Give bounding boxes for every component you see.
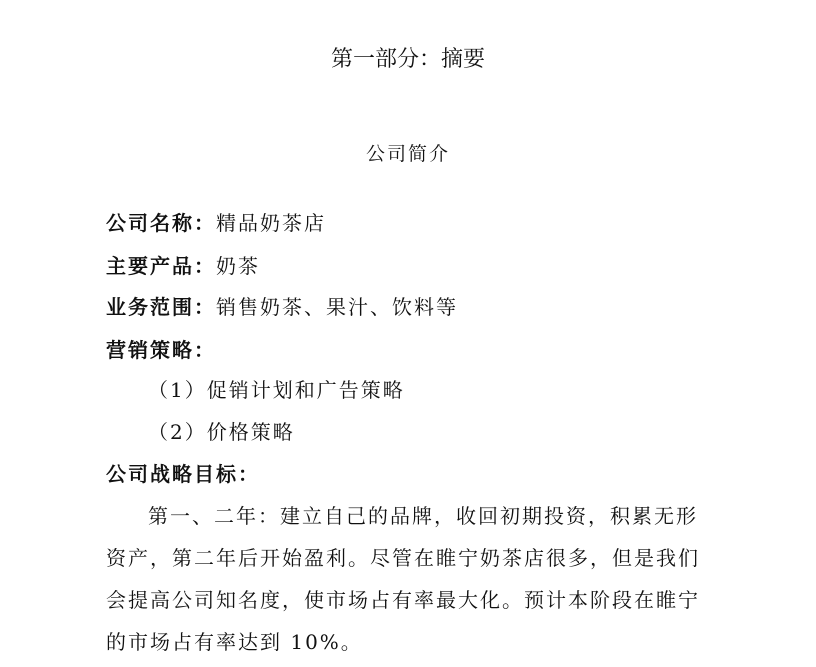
goal-paragraph [106,495,712,663]
company-name-row [106,207,326,236]
paragraph-line: 资产，第二年后开始盈利。尽管在睢宁奶茶店很多，但是我们 [106,546,700,570]
business-scope-value: 销售奶茶、果汁、饮料等 [216,295,458,319]
goal-label: 公司战略目标： [106,462,260,486]
section-title: 公司简介 [365,143,450,165]
marketing-strategy-row [106,334,216,363]
strategy-item-2: （2）价格策略 [148,420,295,444]
business-scope-row [106,291,458,320]
main-product-value: 奶茶 [216,254,260,278]
paragraph-line: 第一、二年：建立自己的品牌，收回初期投资，积累无形 [148,504,698,528]
marketing-strategy-label: 营销策略： [106,338,216,362]
main-product-label: 主要产品： [106,254,216,278]
main-product-row [106,250,260,279]
company-name-value: 精品奶茶店 [216,211,326,235]
business-scope-label: 业务范围： [106,295,216,319]
paragraph-line: 会提高公司知名度，使市场占有率最大化。预计本阶段在睢宁 [106,588,700,612]
paragraph-line: 的市场占有率达到 10%。 [106,630,363,654]
page-title: 第一部分：摘要 [330,47,485,72]
goal-row [106,458,260,487]
strategy-item-1: （1）促销计划和广告策略 [148,378,405,402]
company-name-label: 公司名称： [106,211,216,235]
